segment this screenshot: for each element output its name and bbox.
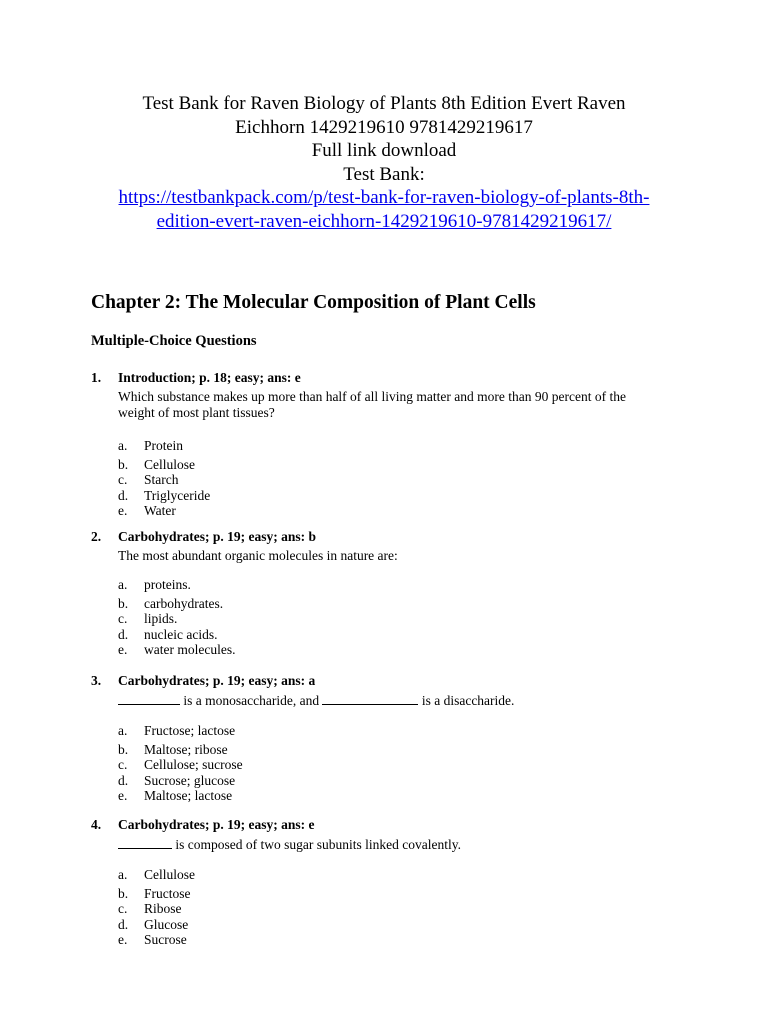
option-b bbox=[118, 742, 691, 758]
option-e bbox=[118, 503, 691, 519]
option-c bbox=[118, 611, 691, 627]
chapter-title: Chapter 2: The Molecular Composition of Plant Cells bbox=[91, 292, 536, 313]
option-text: Triglyceride bbox=[144, 487, 211, 503]
option-letter: d. bbox=[118, 772, 129, 788]
option-letter: e. bbox=[118, 642, 128, 657]
option-c bbox=[118, 472, 691, 488]
question-meta: Carbohydrates; p. 19; easy; ans: a bbox=[118, 673, 316, 688]
answer-options bbox=[118, 867, 691, 948]
question-text-part-2: is a disaccharide. bbox=[418, 693, 515, 708]
option-letter: b. bbox=[118, 456, 129, 472]
option-text: Sucrose bbox=[144, 932, 187, 947]
answer-options bbox=[118, 723, 691, 804]
option-letter: a. bbox=[118, 723, 128, 738]
question-number: 2. bbox=[91, 529, 102, 544]
option-b bbox=[118, 457, 691, 473]
option-d bbox=[118, 773, 691, 789]
option-a bbox=[118, 723, 691, 742]
question-text: The most abundant organic molecules in nature are: bbox=[118, 548, 398, 563]
question-4 bbox=[91, 817, 691, 948]
option-text: Sucrose; glucose bbox=[144, 772, 236, 788]
download-link-line-1[interactable]: https://testbankpack.com/p/test-bank-for-raven-biology-of-plants-8th- bbox=[118, 187, 650, 208]
option-e bbox=[118, 788, 691, 804]
option-letter: a. bbox=[118, 438, 128, 453]
option-text: water molecules. bbox=[144, 642, 236, 657]
option-text: proteins. bbox=[144, 577, 191, 592]
document-header bbox=[60, 92, 708, 233]
fill-in-blank bbox=[322, 692, 418, 705]
option-text: Maltose; ribose bbox=[144, 741, 228, 757]
option-text: Water bbox=[144, 503, 176, 518]
option-letter: c. bbox=[118, 472, 128, 487]
option-letter: b. bbox=[118, 885, 129, 901]
option-text: Glucose bbox=[144, 916, 189, 932]
option-letter: e. bbox=[118, 788, 128, 803]
option-letter: e. bbox=[118, 932, 128, 947]
option-d bbox=[118, 627, 691, 643]
option-c bbox=[118, 901, 691, 917]
option-letter: e. bbox=[118, 503, 128, 518]
option-text: Cellulose bbox=[144, 867, 195, 882]
option-text: Maltose; lactose bbox=[144, 788, 233, 803]
fill-in-blank bbox=[118, 836, 172, 849]
option-text: Fructose; lactose bbox=[144, 723, 236, 738]
option-letter: c. bbox=[118, 611, 128, 626]
question-meta: Carbohydrates; p. 19; easy; ans: e bbox=[118, 817, 315, 832]
option-letter: c. bbox=[118, 901, 128, 916]
option-e bbox=[118, 642, 691, 658]
option-text: Cellulose; sucrose bbox=[144, 757, 243, 772]
option-a bbox=[118, 438, 691, 457]
question-text bbox=[118, 836, 648, 853]
question-1 bbox=[91, 370, 691, 519]
question-3 bbox=[91, 673, 691, 804]
option-a bbox=[118, 577, 691, 596]
question-text-part-1: is a monosaccharide, and bbox=[180, 693, 323, 708]
option-d bbox=[118, 917, 691, 933]
question-text-part-1: is composed of two sugar subunits linked covalently. bbox=[172, 837, 461, 852]
option-letter: c. bbox=[118, 757, 128, 772]
header-title-line-2: Eichhorn 1429219610 9781429219617 bbox=[235, 116, 533, 138]
option-letter: d. bbox=[118, 626, 129, 642]
option-text: carbohydrates. bbox=[144, 595, 224, 611]
question-meta: Introduction; p. 18; easy; ans: e bbox=[118, 370, 301, 385]
answer-options bbox=[118, 438, 691, 519]
header-download-label: Full link download bbox=[311, 140, 457, 161]
option-a bbox=[118, 867, 691, 886]
option-b bbox=[118, 886, 691, 902]
download-link[interactable] bbox=[60, 186, 708, 233]
option-text: Starch bbox=[144, 472, 179, 487]
question-text bbox=[118, 692, 648, 709]
question-meta: Carbohydrates; p. 19; easy; ans: b bbox=[118, 529, 317, 544]
question-number: 3. bbox=[91, 673, 102, 688]
option-text: Fructose bbox=[144, 885, 191, 901]
answer-options bbox=[118, 577, 691, 658]
question-number: 1. bbox=[91, 370, 102, 385]
option-letter: b. bbox=[118, 741, 129, 757]
header-title-line-1: Test Bank for Raven Biology of Plants 8th Edition Evert Raven bbox=[142, 93, 626, 114]
option-letter: d. bbox=[118, 916, 129, 932]
option-letter: a. bbox=[118, 867, 128, 882]
question-number: 4. bbox=[91, 817, 102, 832]
option-letter: b. bbox=[118, 595, 129, 611]
question-text: Which substance makes up more than half of all living matter and more than 90 percent of the weight of most plant tissues? bbox=[118, 389, 626, 420]
download-link-line-2[interactable]: edition-evert-raven-eichhorn-1429219610-9781429219617/ bbox=[156, 210, 612, 232]
option-letter: d. bbox=[118, 487, 129, 503]
header-test-bank-label: Test Bank: bbox=[343, 163, 425, 185]
option-b bbox=[118, 596, 691, 612]
option-e bbox=[118, 932, 691, 948]
option-text: nucleic acids. bbox=[144, 626, 218, 642]
option-c bbox=[118, 757, 691, 773]
question-2 bbox=[91, 529, 691, 658]
option-d bbox=[118, 488, 691, 504]
option-text: lipids. bbox=[144, 611, 178, 626]
option-text: Ribose bbox=[144, 901, 182, 916]
option-text: Protein bbox=[144, 438, 183, 453]
option-text: Cellulose bbox=[144, 456, 195, 472]
section-title: Multiple-Choice Questions bbox=[91, 333, 257, 349]
fill-in-blank bbox=[118, 692, 180, 705]
option-letter: a. bbox=[118, 577, 128, 592]
